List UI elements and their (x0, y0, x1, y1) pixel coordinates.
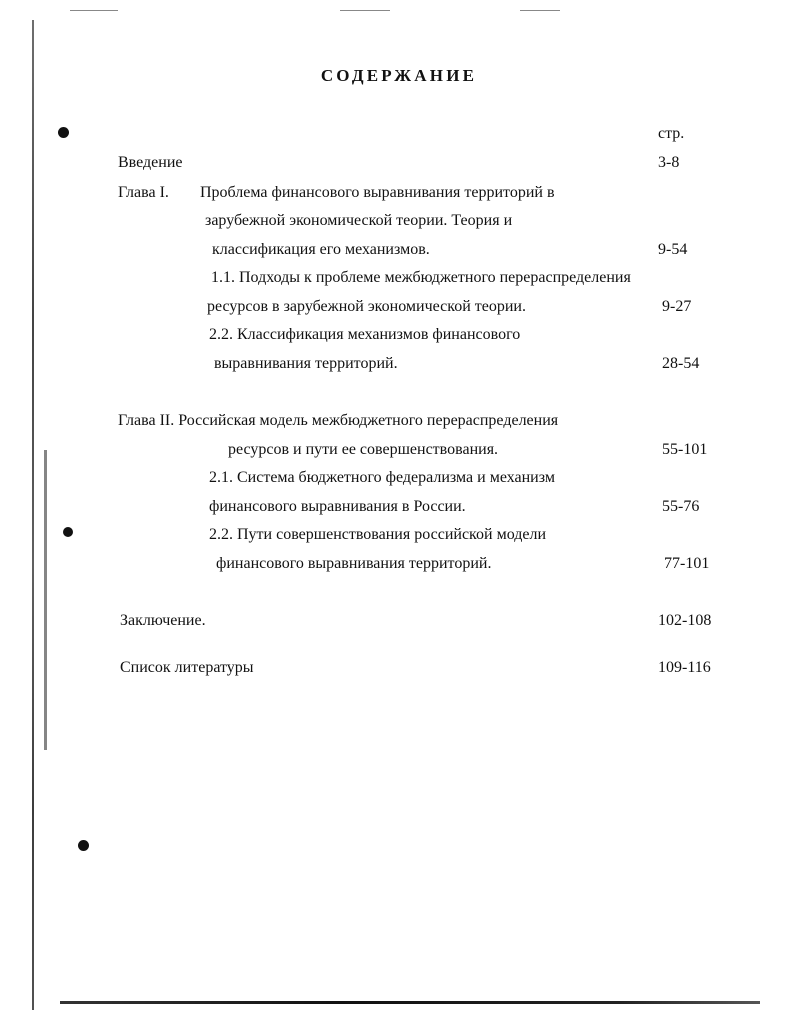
page-column-header: стр. (658, 125, 685, 142)
scan-edge-left (32, 20, 34, 1010)
toc-chapter1-line2: зарубежной экономической теории. Теория и (205, 212, 513, 229)
toc-section-1-1-pages: 9-27 (662, 298, 692, 315)
toc-conclusion-pages: 102-108 (658, 612, 712, 629)
scan-edge-left-inner (44, 450, 47, 750)
toc-section-1-2-pages: 28-54 (662, 355, 700, 372)
toc-references-label: Список литературы (120, 659, 254, 676)
toc-chapter2-line1: Глава II. Российская модель межбюджетного перераспределения (118, 412, 559, 429)
punch-hole-icon (63, 527, 73, 537)
toc-section-2-2-line1: 2.2. Пути совершенствования российской модели (209, 526, 547, 543)
toc-chapter1-line3: классификация его механизмов. (212, 241, 430, 258)
toc-intro-pages: 3-8 (658, 154, 680, 171)
toc-section-1-2-line1: 2.2. Классификация механизмов финансового (209, 326, 521, 343)
toc-section-1-1-line1: 1.1. Подходы к проблеме межбюджетного перераспределения (211, 269, 631, 286)
toc-references-pages: 109-116 (658, 659, 711, 676)
punch-hole-icon (78, 840, 89, 851)
scan-mark-top (340, 10, 390, 11)
toc-section-2-1-line2: финансового выравнивания в России. (209, 498, 466, 515)
scan-mark-top (70, 10, 118, 11)
toc-conclusion-label: Заключение. (120, 612, 206, 629)
toc-section-2-2-line2: финансового выравнивания территорий. (216, 555, 492, 572)
toc-chapter2-line2: ресурсов и пути ее совершенствования. (228, 441, 499, 458)
toc-section-2-1-pages: 55-76 (662, 498, 700, 515)
toc-section-2-1-line1: 2.1. Система бюджетного федерализма и механизм (209, 469, 555, 486)
toc-section-1-1-line2: ресурсов в зарубежной экономической теории. (207, 298, 526, 315)
toc-chapter1-label: Глава I. (118, 184, 169, 201)
toc-intro-label: Введение (118, 154, 183, 171)
scan-mark-top (520, 10, 560, 11)
toc-chapter1-line1: Проблема финансового выравнивания территорий в (200, 184, 555, 201)
scan-edge-bottom (60, 1001, 760, 1004)
toc-chapter1-pages: 9-54 (658, 241, 688, 258)
toc-section-2-2-pages: 77-101 (664, 555, 710, 572)
page-title: СОДЕРЖАНИЕ (320, 66, 478, 85)
toc-section-1-2-line2: выравнивания территорий. (214, 355, 398, 372)
punch-hole-icon (58, 127, 69, 138)
toc-chapter2-pages: 55-101 (662, 441, 708, 458)
